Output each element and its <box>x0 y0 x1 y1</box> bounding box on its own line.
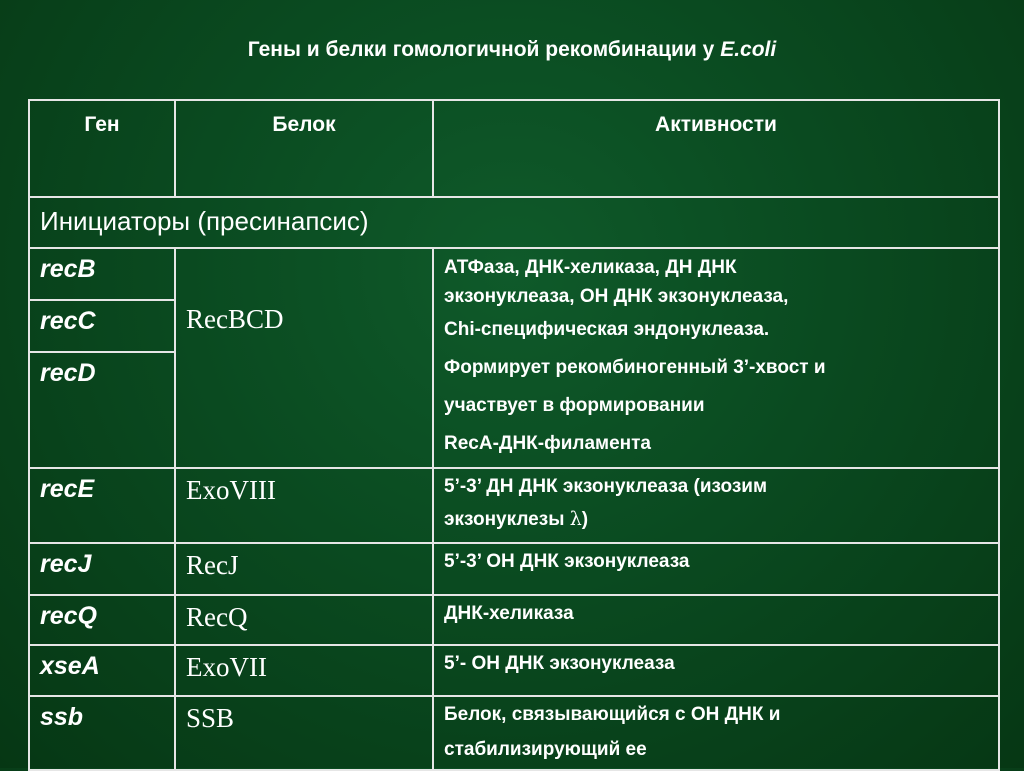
activity-cell <box>433 543 999 595</box>
table-row <box>29 645 999 696</box>
protein-cell: RecJ <box>175 543 433 595</box>
gene-cell: recE <box>29 468 175 543</box>
title-main: Гены и белки гомологичной рекомбинации у <box>247 38 721 61</box>
gene-cell: recC <box>29 300 175 352</box>
header-protein: Белок <box>175 100 433 197</box>
protein-cell: RecBCD <box>175 248 433 468</box>
activity-line: экзонуклезы λ) <box>444 508 589 530</box>
lambda-symbol: λ <box>569 508 582 530</box>
recombination-table <box>28 99 1000 771</box>
activity-cell <box>433 248 999 468</box>
activity-line: 5’-3’ ОН ДНК экзонуклеаза <box>444 551 690 572</box>
activity-line: экзонуклеаза, ОН ДНК экзонуклеаза, <box>444 286 789 307</box>
table-row <box>29 543 999 595</box>
table-row <box>29 248 999 300</box>
section-row <box>29 197 999 248</box>
header-activity: Активности <box>433 100 999 197</box>
activity-line: Белок, связывающийся с ОН ДНК и <box>444 704 781 725</box>
table-row <box>29 696 999 770</box>
section-label: Инициаторы (пресинапсис) <box>29 197 999 248</box>
activity-cell <box>433 696 999 770</box>
protein-cell: SSB <box>175 696 433 770</box>
activity-cell <box>433 645 999 696</box>
activity-line: 5’- ОН ДНК экзонуклеаза <box>444 653 675 674</box>
gene-cell: recB <box>29 248 175 300</box>
gene-cell: recD <box>29 352 175 468</box>
protein-cell: ExoVIII <box>175 468 433 543</box>
activity-line: 5’-3’ ДН ДНК экзонуклеаза (изозим <box>444 476 768 497</box>
table-row <box>29 595 999 645</box>
activity-line: ДНК-хеликаза <box>444 603 574 624</box>
gene-cell: recJ <box>29 543 175 595</box>
activity-cell <box>433 468 999 543</box>
title-organism: E.coli <box>720 38 777 61</box>
table-row <box>29 468 999 543</box>
activity-line: RecA-ДНК-филамента <box>444 433 651 454</box>
activity-line: Chi-специфическая эндонуклеаза. <box>444 319 770 340</box>
activity-line: АТФаза, ДНК-хеликаза, ДН ДНК <box>444 257 737 278</box>
header-row <box>29 100 999 197</box>
activity-cell <box>433 595 999 645</box>
header-gene: Ген <box>29 100 175 197</box>
gene-cell: xseA <box>29 645 175 696</box>
gene-cell: recQ <box>29 595 175 645</box>
gene-cell: ssb <box>29 696 175 770</box>
activity-line: Формирует рекомбиногенный 3’-хвост и <box>444 357 826 378</box>
activity-line: стабилизирующий ее <box>444 739 647 760</box>
protein-cell: ExoVII <box>175 645 433 696</box>
slide-title <box>0 38 1024 62</box>
activity-line: участвует в формировании <box>444 395 705 416</box>
protein-cell: RecQ <box>175 595 433 645</box>
